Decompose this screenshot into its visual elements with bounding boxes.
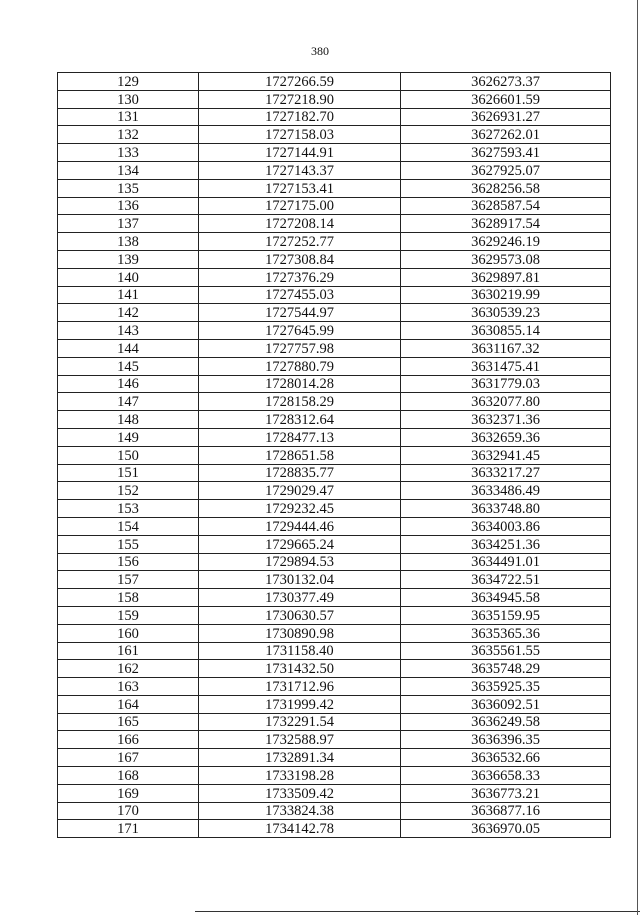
x-coordinate-cell: 1728312.64 xyxy=(199,411,401,429)
y-coordinate-cell: 3629246.19 xyxy=(401,233,611,251)
table-row xyxy=(58,250,611,268)
y-coordinate-cell: 3634003.86 xyxy=(401,517,611,535)
x-coordinate-cell: 1733824.38 xyxy=(199,802,401,820)
table-row xyxy=(58,784,611,802)
right-edge-line xyxy=(637,0,638,915)
point-number-cell: 155 xyxy=(58,535,199,553)
y-coordinate-cell: 3628587.54 xyxy=(401,197,611,215)
x-coordinate-cell: 1727455.03 xyxy=(199,286,401,304)
y-coordinate-cell: 3636532.66 xyxy=(401,749,611,767)
y-coordinate-cell: 3631475.41 xyxy=(401,357,611,375)
table-row xyxy=(58,268,611,286)
x-coordinate-cell: 1729665.24 xyxy=(199,535,401,553)
coordinate-table xyxy=(57,72,611,838)
y-coordinate-cell: 3636396.35 xyxy=(401,731,611,749)
table-row xyxy=(58,500,611,518)
point-number-cell: 166 xyxy=(58,731,199,749)
page-number: 380 xyxy=(311,44,329,58)
table-row xyxy=(58,375,611,393)
x-coordinate-cell: 1731158.40 xyxy=(199,642,401,660)
point-number-cell: 165 xyxy=(58,713,199,731)
point-number-cell: 140 xyxy=(58,268,199,286)
x-coordinate-cell: 1727218.90 xyxy=(199,90,401,108)
point-number-cell: 160 xyxy=(58,624,199,642)
table-row xyxy=(58,393,611,411)
table-row xyxy=(58,411,611,429)
y-coordinate-cell: 3634491.01 xyxy=(401,553,611,571)
table-row xyxy=(58,197,611,215)
x-coordinate-cell: 1727144.91 xyxy=(199,144,401,162)
y-coordinate-cell: 3626273.37 xyxy=(401,73,611,91)
y-coordinate-cell: 3627593.41 xyxy=(401,144,611,162)
point-number-cell: 152 xyxy=(58,482,199,500)
point-number-cell: 150 xyxy=(58,446,199,464)
y-coordinate-cell: 3632659.36 xyxy=(401,428,611,446)
table-row xyxy=(58,660,611,678)
x-coordinate-cell: 1731712.96 xyxy=(199,678,401,696)
point-number-cell: 161 xyxy=(58,642,199,660)
table-row xyxy=(58,215,611,233)
y-coordinate-cell: 3627262.01 xyxy=(401,126,611,144)
point-number-cell: 156 xyxy=(58,553,199,571)
x-coordinate-cell: 1729894.53 xyxy=(199,553,401,571)
y-coordinate-cell: 3628917.54 xyxy=(401,215,611,233)
table-row xyxy=(58,642,611,660)
y-coordinate-cell: 3635159.95 xyxy=(401,606,611,624)
y-coordinate-cell: 3628256.58 xyxy=(401,179,611,197)
y-coordinate-cell: 3631779.03 xyxy=(401,375,611,393)
point-number-cell: 133 xyxy=(58,144,199,162)
point-number-cell: 164 xyxy=(58,695,199,713)
y-coordinate-cell: 3634722.51 xyxy=(401,571,611,589)
point-number-cell: 131 xyxy=(58,108,199,126)
y-coordinate-cell: 3635748.29 xyxy=(401,660,611,678)
y-coordinate-cell: 3629897.81 xyxy=(401,268,611,286)
point-number-cell: 171 xyxy=(58,820,199,838)
x-coordinate-cell: 1727757.98 xyxy=(199,339,401,357)
point-number-cell: 132 xyxy=(58,126,199,144)
table-body xyxy=(58,73,611,838)
point-number-cell: 153 xyxy=(58,500,199,518)
y-coordinate-cell: 3627925.07 xyxy=(401,161,611,179)
point-number-cell: 159 xyxy=(58,606,199,624)
table-row xyxy=(58,464,611,482)
x-coordinate-cell: 1731432.50 xyxy=(199,660,401,678)
y-coordinate-cell: 3630855.14 xyxy=(401,322,611,340)
point-number-cell: 139 xyxy=(58,250,199,268)
point-number-cell: 143 xyxy=(58,322,199,340)
x-coordinate-cell: 1733198.28 xyxy=(199,767,401,785)
y-coordinate-cell: 3630219.99 xyxy=(401,286,611,304)
y-coordinate-cell: 3634251.36 xyxy=(401,535,611,553)
point-number-cell: 136 xyxy=(58,197,199,215)
table-row xyxy=(58,553,611,571)
y-coordinate-cell: 3626601.59 xyxy=(401,90,611,108)
x-coordinate-cell: 1730630.57 xyxy=(199,606,401,624)
table-row xyxy=(58,339,611,357)
y-coordinate-cell: 3632077.80 xyxy=(401,393,611,411)
x-coordinate-cell: 1730377.49 xyxy=(199,589,401,607)
y-coordinate-cell: 3636773.21 xyxy=(401,784,611,802)
x-coordinate-cell: 1728835.77 xyxy=(199,464,401,482)
y-coordinate-cell: 3629573.08 xyxy=(401,250,611,268)
point-number-cell: 138 xyxy=(58,233,199,251)
x-coordinate-cell: 1728158.29 xyxy=(199,393,401,411)
y-coordinate-cell: 3634945.58 xyxy=(401,589,611,607)
y-coordinate-cell: 3633486.49 xyxy=(401,482,611,500)
point-number-cell: 170 xyxy=(58,802,199,820)
table-row xyxy=(58,678,611,696)
point-number-cell: 168 xyxy=(58,767,199,785)
x-coordinate-cell: 1728477.13 xyxy=(199,428,401,446)
bottom-edge-line xyxy=(195,911,640,912)
point-number-cell: 149 xyxy=(58,428,199,446)
point-number-cell: 157 xyxy=(58,571,199,589)
x-coordinate-cell: 1727376.29 xyxy=(199,268,401,286)
y-coordinate-cell: 3632941.45 xyxy=(401,446,611,464)
point-number-cell: 144 xyxy=(58,339,199,357)
table-row xyxy=(58,749,611,767)
point-number-cell: 129 xyxy=(58,73,199,91)
x-coordinate-cell: 1729029.47 xyxy=(199,482,401,500)
y-coordinate-cell: 3635561.55 xyxy=(401,642,611,660)
table-row xyxy=(58,286,611,304)
y-coordinate-cell: 3636877.16 xyxy=(401,802,611,820)
x-coordinate-cell: 1729444.46 xyxy=(199,517,401,535)
y-coordinate-cell: 3636249.58 xyxy=(401,713,611,731)
table-row xyxy=(58,108,611,126)
table-row xyxy=(58,233,611,251)
y-coordinate-cell: 3633217.27 xyxy=(401,464,611,482)
y-coordinate-cell: 3633748.80 xyxy=(401,500,611,518)
x-coordinate-cell: 1727544.97 xyxy=(199,304,401,322)
point-number-cell: 130 xyxy=(58,90,199,108)
point-number-cell: 169 xyxy=(58,784,199,802)
point-number-cell: 162 xyxy=(58,660,199,678)
point-number-cell: 148 xyxy=(58,411,199,429)
table-row xyxy=(58,731,611,749)
table-row xyxy=(58,589,611,607)
x-coordinate-cell: 1729232.45 xyxy=(199,500,401,518)
x-coordinate-cell: 1730132.04 xyxy=(199,571,401,589)
x-coordinate-cell: 1727182.70 xyxy=(199,108,401,126)
x-coordinate-cell: 1732891.34 xyxy=(199,749,401,767)
point-number-cell: 137 xyxy=(58,215,199,233)
point-number-cell: 163 xyxy=(58,678,199,696)
x-coordinate-cell: 1727645.99 xyxy=(199,322,401,340)
y-coordinate-cell: 3630539.23 xyxy=(401,304,611,322)
x-coordinate-cell: 1727208.14 xyxy=(199,215,401,233)
table-row xyxy=(58,322,611,340)
point-number-cell: 151 xyxy=(58,464,199,482)
x-coordinate-cell: 1732588.97 xyxy=(199,731,401,749)
table-row xyxy=(58,517,611,535)
table-row xyxy=(58,820,611,838)
table-row xyxy=(58,482,611,500)
x-coordinate-cell: 1727880.79 xyxy=(199,357,401,375)
table-row xyxy=(58,535,611,553)
table-row xyxy=(58,90,611,108)
y-coordinate-cell: 3626931.27 xyxy=(401,108,611,126)
table-row xyxy=(58,713,611,731)
x-coordinate-cell: 1728014.28 xyxy=(199,375,401,393)
x-coordinate-cell: 1727266.59 xyxy=(199,73,401,91)
point-number-cell: 145 xyxy=(58,357,199,375)
table-row xyxy=(58,695,611,713)
x-coordinate-cell: 1732291.54 xyxy=(199,713,401,731)
table-row xyxy=(58,624,611,642)
table-row xyxy=(58,802,611,820)
x-coordinate-cell: 1727308.84 xyxy=(199,250,401,268)
table-row xyxy=(58,126,611,144)
y-coordinate-cell: 3636092.51 xyxy=(401,695,611,713)
table-row xyxy=(58,73,611,91)
x-coordinate-cell: 1727252.77 xyxy=(199,233,401,251)
point-number-cell: 134 xyxy=(58,161,199,179)
point-number-cell: 147 xyxy=(58,393,199,411)
table-row xyxy=(58,161,611,179)
point-number-cell: 158 xyxy=(58,589,199,607)
y-coordinate-cell: 3632371.36 xyxy=(401,411,611,429)
x-coordinate-cell: 1733509.42 xyxy=(199,784,401,802)
y-coordinate-cell: 3631167.32 xyxy=(401,339,611,357)
table-row xyxy=(58,179,611,197)
table-row xyxy=(58,428,611,446)
x-coordinate-cell: 1727153.41 xyxy=(199,179,401,197)
point-number-cell: 141 xyxy=(58,286,199,304)
y-coordinate-cell: 3635365.36 xyxy=(401,624,611,642)
point-number-cell: 154 xyxy=(58,517,199,535)
point-number-cell: 167 xyxy=(58,749,199,767)
table-row xyxy=(58,446,611,464)
x-coordinate-cell: 1731999.42 xyxy=(199,695,401,713)
x-coordinate-cell: 1730890.98 xyxy=(199,624,401,642)
point-number-cell: 146 xyxy=(58,375,199,393)
x-coordinate-cell: 1727143.37 xyxy=(199,161,401,179)
table-row xyxy=(58,357,611,375)
y-coordinate-cell: 3636658.33 xyxy=(401,767,611,785)
x-coordinate-cell: 1728651.58 xyxy=(199,446,401,464)
table-row xyxy=(58,304,611,322)
table-row xyxy=(58,767,611,785)
table-row xyxy=(58,606,611,624)
table-row xyxy=(58,571,611,589)
x-coordinate-cell: 1727175.00 xyxy=(199,197,401,215)
x-coordinate-cell: 1727158.03 xyxy=(199,126,401,144)
point-number-cell: 142 xyxy=(58,304,199,322)
point-number-cell: 135 xyxy=(58,179,199,197)
y-coordinate-cell: 3636970.05 xyxy=(401,820,611,838)
table-row xyxy=(58,144,611,162)
y-coordinate-cell: 3635925.35 xyxy=(401,678,611,696)
x-coordinate-cell: 1734142.78 xyxy=(199,820,401,838)
